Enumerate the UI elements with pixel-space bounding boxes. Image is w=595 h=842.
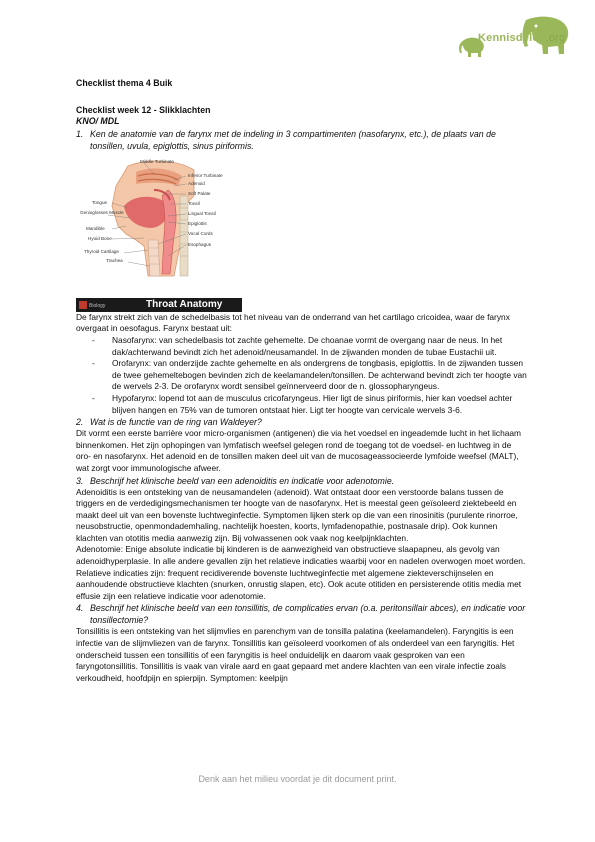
document-body — [76, 78, 528, 684]
throat-anatomy-figure — [78, 156, 250, 296]
page-footer: Denk aan het milieu voordat je dit document print. — [198, 774, 397, 784]
biology-logo-icon — [79, 301, 87, 309]
label-inferior-turbinate: Inferior Turbinate — [188, 172, 223, 178]
list-item: - Orofarynx: van onderzijde zachte gehemelte en als ondergrens de tongbasis, epiglottis. In de zijwanden tussen de twee gehemeltebogen bevinden zich de keelamandelen/tonsillen. De achterwand bevindt zich ter hoogte van de wervels 2-3. De orofarynx wordt sensibel geïnnerveerd door de n. glossopharyngeus. — [92, 358, 527, 392]
paragraph-adenoiditis: Adenoiditis is een ontsteking van de neusamandelen (adenoid). Wat ontstaat door een verstoorde balans tussen de triggers en de verdedigingsmechanismen ter hoogte van de nasofarynx. Het is meestal geen geïsoleerd ziektebeeld en maakt deel uit van een bovenste luchtweginfectie. Symptomen lijken sterk op die van een rinosinitis (purulente rinorroe, neusobstructie, openmondademhaling, nachtelijk hoesten, koorts, lymfadenopathie, postnasale drip). Ook kunnen klachten van ototitis media aanwezig zijn. Bij volwassenen ook vaak nog keelpijnklachten. — [76, 486, 518, 543]
label-epiglottis: Epiglottis — [188, 220, 207, 226]
label-thyroid-cartilage: Thyroid Cartilage — [84, 248, 119, 254]
farynx-list — [92, 335, 528, 416]
label-trachea: Trachea — [106, 257, 123, 263]
paragraph-waldeyer: Dit vormt een eerste barrière voor micro-organismen (antigenen) die via het voedsel en ingeademde lucht in het lichaam binnenkomen. Het zijn ophopingen van lymfatisch weefsel gelegen rond de toegang tot de voedsel- en luchtweg in de oro- en nasofarynx. Het adenoid en de tonsillen maken deel uit van de mucosageassocieerde lymfoide weefsel (MALT), wat zorgt voor immunologische afweer. — [76, 428, 522, 473]
week-title: Checklist week 12 - Slikklachten — [76, 104, 211, 115]
page-title: Checklist thema 4 Buik — [76, 78, 173, 88]
throat-anatomy-illustration — [78, 156, 250, 296]
question-2: 2. Wat is de functie van de ring van Waldeyer? — [76, 417, 262, 428]
label-adenoid: Adenoid — [188, 180, 205, 186]
label-vocal-cords: Vocal Cords — [188, 230, 213, 236]
figure-caption-bar — [76, 298, 242, 312]
list-item: - Nasofarynx: van schedelbasis tot zachte gehemelte. De choanae vormt de overgang naar de neus. In het dak/achterwand bevindt zich het adenoid/neusamandel. In de zijwanden monden de tubae Eustachii uit. — [92, 334, 503, 357]
label-lingual-tonsil: Lingual Tonsil — [188, 210, 216, 216]
figure-caption: Throat Anatomy — [146, 298, 223, 310]
question-1: 1. Ken de anatomie van de farynx met de indeling in 3 compartimenten (nasofarynx, etc.), de plaats van de tonsillen, uvula, epiglottis, sinus piriformis. — [76, 128, 496, 151]
paragraph-adenotomie: Adenotomie: Enige absolute indicatie bij kinderen is de aanwezigheid van obstructieve slaapapneu, als gevolg van adenoidhyperplasie. In alle andere gevallen zijn het relatieve indicaties waarbij voor en nadelen overwogen moet worden. Relatieve indicaties zijn: frequent recidiverende bovenste luchtweginfectie met algemene ziekteverschijnselen en aanhoudende obstructieve klachten (snurken, onrustig slapen, etc). Ook acute otitiden en persisterende otitis media met effusie zijn een relatieve indicatie voor adenotomie. — [76, 544, 526, 601]
label-middle-turbinate: Middle Turbinate — [140, 158, 174, 164]
paragraph-tonsillitis: Tonsillitis is een ontsteking van het slijmvlies en parenchym van de tonsilla palatina (keelamandelen). Faryngitis is een infectie van de slijmvliezen van de farynx. Tonsillitis kan geïsoleerd voorkomen of als onderdeel van een faryngitis. Het onderscheid tussen een tonsillitis of een faryngitis is heel onduidelijk en daarom vaak gesproken van een faryngotonsillitis. Tonsillitis is vaak van virale aard en gaat gepaard met andere klachten van een virale infectie zoals verkoudheid, hoofdpijn en spierpijn. Symptomen: keelpijn — [76, 626, 515, 683]
caption-small: Biology — [89, 302, 106, 309]
logo-wordmark[interactable]: Kennisdelen.org — [478, 32, 566, 44]
label-soft-palate: Soft Palate — [188, 190, 211, 196]
label-tongue: Tongue — [92, 199, 108, 205]
question-3: 3. Beschrijf het klinische beeld van een adenoiditis en indicatie voor adenotomie. — [76, 475, 395, 486]
label-mandible: Mandible — [86, 225, 105, 231]
list-item: - Hypofarynx: lopend tot aan de musculus cricofaryngeus. Hier ligt de sinus piriformis, hier kan voedsel achter blijven hangen en 75% van de tumoren ontstaat hier. Ligt ter hoogte van cervicale wervels 3-6. — [92, 392, 513, 415]
label-genioglossus: Genioglosses Muscle — [80, 209, 124, 215]
label-tonsil: Tonsil — [188, 200, 200, 206]
paragraph-farynx: De farynx strekt zich van de schedelbasis tot het niveau van de onderrand van het cartilago cricoidea, waar de farynx overgaat in oesofagus. Farynx bestaat uit: — [76, 311, 510, 334]
label-hyoid-bone: Hyoid Bone — [88, 235, 112, 241]
label-esophagus: Esophagus — [188, 241, 211, 247]
section-title: KNO/ MDL — [76, 116, 120, 127]
question-4: 4. Beschrijf het klinische beeld van een tonsillitis, de complicaties ervan (o.a. peritonsillair abces), en indicatie voor tonsillectomie? — [76, 603, 526, 626]
